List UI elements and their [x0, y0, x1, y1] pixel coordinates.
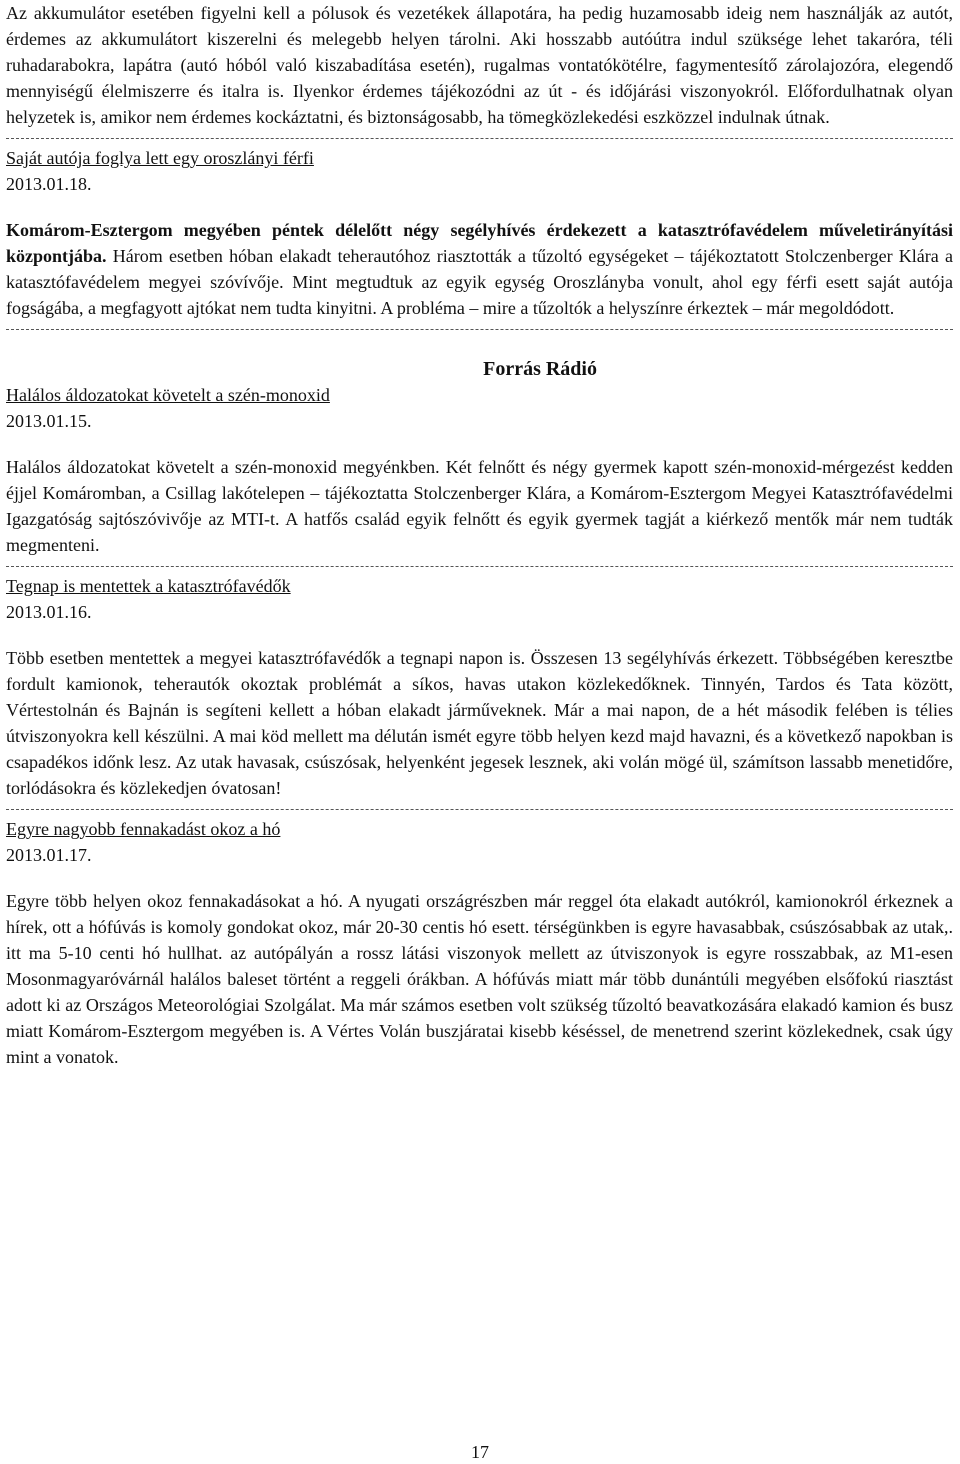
intro-paragraph: Az akkumulátor esetében figyelni kell a pólusok és vezetékek állapotára, ha pedig huzamosabb ideig nem használják az autót, érdemes az akkumulátort kiszerelni és melegebb helyen tárolni. Aki hosszabb autóútra indul szüksége lehet takaróra, téli ruhadarabokra, lapátra (autó hóból való kiszabadítása esetén), rugalmas vontatókötélre, fagymentesítő zárolajozóra, elegendő mennyiségű élelmiszerre és italra is. Ilyenkor érdemes tájékozódni az út - és időjárási viszonyokról. Előfordulhatnak olyan helyzetek is, amikor nem érdemes kockáztatni, és biztonságosabb, ha tömegközlekedési eszközzel indulnak útnak.	[6, 3, 953, 127]
article-body: Több esetben mentettek a megyei katasztrófavédők a tegnapi napon is. Összesen 13 segélyhívás érkezett. Többségében keresztbe fordult kamionok, teherautók okoztak problémát a síkos, havas utakon közlekedőknek. Tinnyén, Tardos és Tata között, Vértestolnán és Bajnán is segíteni kellett a hóban elakadt járműveknek. Már a mai napon, de a hét második felében is télies útviszonyokra kell készülni. A mai köd mellett ma délután ismét egyre több helyen kezd majd havazni, és a következő napokban is csapadékos időnk lesz. Az utak havasak, csúszósak, helyenként jegesek lesznek, aki volán mögé ül, számítson lassabb menetidőre, torlódásokra és közlekedjen óvatosan!	[6, 648, 953, 798]
article-title: Saját autója foglya lett egy oroszlányi férfi	[6, 148, 314, 168]
article-title: Tegnap is mentettek a katasztrófavédők	[6, 576, 291, 596]
article-title: Egyre nagyobb fennakadást okoz a hó	[6, 819, 281, 839]
article-body: Egyre több helyen okoz fennakadásokat a hó. A nyugati országrészben már reggel óta elakadt autókról, kamionokról érkeznek a hírek, ott a hófúvás is komoly gondokat okoz, már 20-30 centis hó esett. térségünkben is egyre havasabbak, csúszósabbak az utak,. itt ma 5-10 centi hó hullhat. az autópályán a rossz látási viszonyok mellett az útviszonyok is egyre rosszabbak, az M1-esen Mosonmagyaróvárnál halálos baleset történt a reggeli órákban. A hófúvás miatt már több dunántúli megyében elsőfokú riasztást adott ki az Országos Meteorológiai Szolgálat. Ma már számos esetben volt szükség tűzoltó beavatkozására elakadó kamion és busz miatt Komárom-Esztergom megyében is. A Vértes Volán buszjáratai kisebb késéssel, de menetrend szerint közlekednek, csak úgy mint a vonatok.	[6, 891, 953, 1067]
article-fennakadas	[6, 816, 953, 1070]
article-oroszlany	[6, 145, 953, 321]
document-page	[6, 0, 953, 1070]
article-szen-monoxid	[6, 356, 953, 558]
article-lead: Komárom-Esztergom megyében péntek délelőtt négy segélyhívés érdekezett a katasztrófavédelem műveletirányítási központjába.	[6, 220, 953, 266]
section-divider	[6, 566, 953, 567]
article-date: 2013.01.18.	[6, 174, 92, 194]
article-katasztrofavedok	[6, 573, 953, 801]
section-divider	[6, 329, 953, 330]
article-body-text: Három esetben hóban elakadt teherautóhoz riasztották a tűzoltó egységeket – tájékoztatott Stolczenberger Klára a katasztófavédelem megyei szóvívője. Mint megtudtuk az egyik egység Oroszlányba vonult, ahol egy férfi esett saját autója fogságába, a megfagyott ajtókat nem tudta kinyitni. A probléma – mire a tűzoltók a helyszínre érkeztek – már megoldódott.	[6, 246, 953, 318]
section-divider	[6, 138, 953, 139]
article-body: Halálos áldozatokat követelt a szén-monoxid megyénkben. Két felnőtt és négy gyermek kapott szén-monoxid-mérgezést kedden éjjel Komáromban, a Csillag lakótelepen – tájékoztatta Stolczenberger Klára, a Komárom-Esztergom Megyei Katasztrófavédelmi Igazgatóság sajtószóvivője az MTI-t. A hatfős család egyik felnőtt és egyik gyermek tagját a kiérkező mentők már nem tudták megmenteni.	[6, 457, 953, 555]
article-date: 2013.01.15.	[6, 411, 92, 431]
source-label: Forrás Rádió	[483, 358, 597, 380]
article-date: 2013.01.16.	[6, 602, 92, 622]
article-date: 2013.01.17.	[6, 845, 92, 865]
section-divider	[6, 809, 953, 810]
page-number: 17	[471, 1442, 489, 1462]
article-body	[6, 217, 953, 321]
article-title: Halálos áldozatokat követelt a szén-monoxid	[6, 385, 330, 405]
